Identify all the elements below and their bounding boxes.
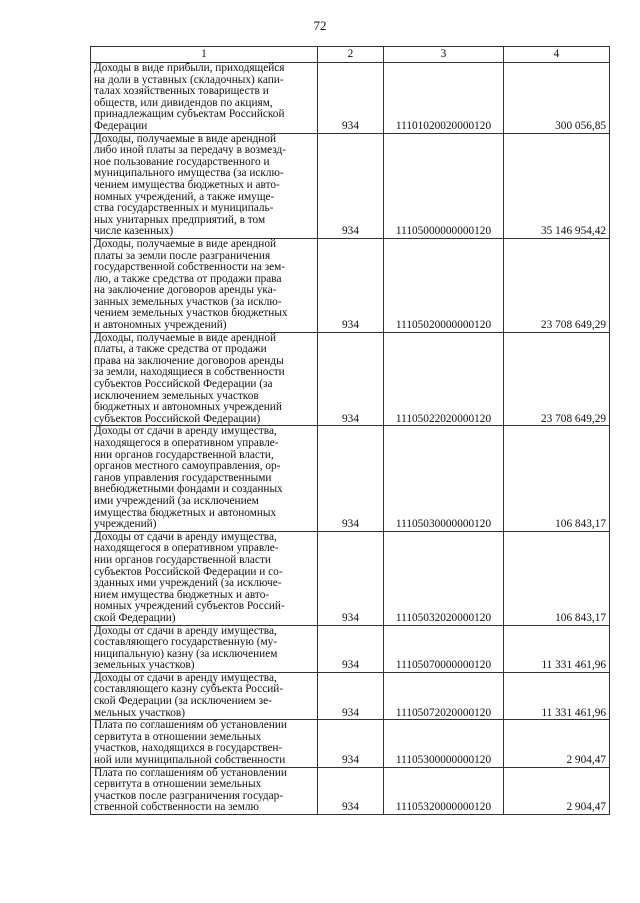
row-description: Доходы, получаемые в виде арендной платы, а также средства от продажи права на заключение договоров аренды за земли, находящиеся в собственности субъектов Российской Федерации (за исключением земельных участков бюджетных и автономных учреждений субъектов Российской Федерации)	[91, 332, 318, 426]
row-amount: 2 904,47	[504, 767, 610, 814]
row-amount: 23 708 649,29	[504, 238, 610, 332]
row-administrator: 934	[318, 720, 384, 767]
row-administrator: 934	[318, 133, 384, 238]
table-row	[91, 133, 610, 238]
row-description: Доходы, получаемые в виде арендной платы за земли после разграничения государственной собственности на зем- лю, а также средства от продажи права на заключение договоров аренды ука- занных земельных участков (за исклю- чением земельных участков бюджетных и автономных учреждений)	[91, 238, 318, 332]
row-description: Доходы от сдачи в аренду имущества, находящегося в оперативном управле- нии органов государственной власти субъектов Российской Федерации и со- зданных ими учреждений (за исключе- нием имущества бюджетных и авто- номных учреждений субъектов Россий- ской Федерации)	[91, 531, 318, 625]
row-administrator: 934	[318, 63, 384, 134]
table-row	[91, 625, 610, 672]
column-header-description: 1	[91, 47, 318, 63]
row-code: 11105032020000120	[384, 531, 504, 625]
row-amount: 2 904,47	[504, 720, 610, 767]
row-code: 11105030000000120	[384, 426, 504, 531]
row-amount: 23 708 649,29	[504, 332, 610, 426]
row-administrator: 934	[318, 625, 384, 672]
row-code: 11101020020000120	[384, 63, 504, 134]
table-row	[91, 63, 610, 134]
table-header-row	[91, 47, 610, 63]
row-description: Плата по соглашениям об установлении сервитута в отношении земельных участков, находящихся в государствен- ной или муниципальной собственности	[91, 720, 318, 767]
table-row	[91, 672, 610, 719]
table-row	[91, 238, 610, 332]
row-description: Доходы от сдачи в аренду имущества, составляющего государственную (му- ниципальную) казну (за исключением земельных участков)	[91, 625, 318, 672]
row-administrator: 934	[318, 426, 384, 531]
row-amount: 300 056,85	[504, 63, 610, 134]
row-description: Доходы от сдачи в аренду имущества, составляющего казну субъекта Россий- ской Федерации (за исключением зе- мельных участков)	[91, 672, 318, 719]
row-amount: 106 843,17	[504, 426, 610, 531]
row-description: Доходы, получаемые в виде арендной либо иной платы за передачу в возмезд- ное пользование государственного и муниципального имущества (за исклю- чением имущества бюджетных и авто- номных учреждений, а также имуще- ства государственных и муниципаль- ных унитарных предприятий, в том числе казенных)	[91, 133, 318, 238]
row-amount: 11 331 461,96	[504, 625, 610, 672]
table-row	[91, 720, 610, 767]
row-administrator: 934	[318, 531, 384, 625]
table-row	[91, 426, 610, 531]
row-code: 11105000000000120	[384, 133, 504, 238]
row-code: 11105320000000120	[384, 767, 504, 814]
row-amount: 35 146 954,42	[504, 133, 610, 238]
row-description: Доходы в виде прибыли, приходящейся на доли в уставных (складочных) капи- талах хозяйственных товариществ и обществ, или дивидендов по акциям, принадлежащим субъектам Российской Федерации	[91, 63, 318, 134]
row-administrator: 934	[318, 672, 384, 719]
row-description: Доходы от сдачи в аренду имущества, находящегося в оперативном управле- нии органов государственной власти, органов местного самоуправления, ор- ганов управления государственными внебюджетными фондами и созданных ими учреждений (за исключением имущества бюджетных и автономных учреждений)	[91, 426, 318, 531]
row-amount: 11 331 461,96	[504, 672, 610, 719]
row-description: Плата по соглашениям об установлении сервитута в отношении земельных участков после разграничения государ- ственной собственности на землю	[91, 767, 318, 814]
row-administrator: 934	[318, 332, 384, 426]
table-row	[91, 531, 610, 625]
row-administrator: 934	[318, 238, 384, 332]
table-row	[91, 332, 610, 426]
column-header-amount: 4	[504, 47, 610, 63]
column-header-administrator: 2	[318, 47, 384, 63]
table-row	[91, 767, 610, 814]
page-number: 72	[313, 18, 327, 33]
row-administrator: 934	[318, 767, 384, 814]
row-code: 11105300000000120	[384, 720, 504, 767]
column-header-code: 3	[384, 47, 504, 63]
row-code: 11105022020000120	[384, 332, 504, 426]
row-code: 11105070000000120	[384, 625, 504, 672]
revenue-table	[90, 46, 610, 815]
row-code: 11105020000000120	[384, 238, 504, 332]
row-amount: 106 843,17	[504, 531, 610, 625]
row-code: 11105072020000120	[384, 672, 504, 719]
